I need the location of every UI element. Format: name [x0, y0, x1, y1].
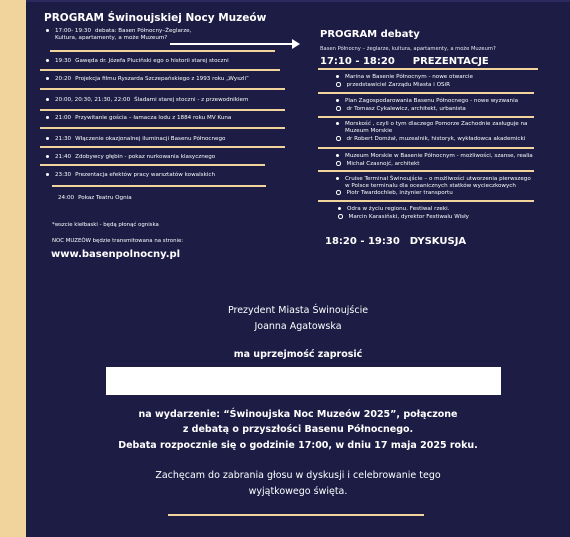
separator-line	[40, 69, 280, 71]
closing-line-1: Zachęcam do zabrania głosu w dyskusji i celebrowanie tego	[155, 470, 441, 481]
separator-line	[318, 116, 534, 118]
bullet-icon	[338, 207, 341, 210]
list-item: 21:40 Zdobywcy głębin - pokaz nurkowania klasycznego	[46, 154, 215, 161]
guest-name-box	[106, 367, 501, 395]
list-item: Morskość , czyli o tym dlaczego Pomorze Zachodnie zasługuje na	[336, 121, 527, 128]
bullet-icon	[46, 155, 49, 158]
list-item: Odra w życiu regionu. Festiwal rzeki.	[338, 206, 449, 213]
separator-line	[40, 146, 285, 148]
closing-line-2: wyjątkowego święta.	[248, 486, 348, 497]
bullet-icon	[336, 106, 341, 111]
bullet-icon	[336, 190, 341, 195]
list-item: 17:00- 19:30 debata: Basen Północny–Żeglarze,	[46, 28, 191, 35]
bullet-icon	[336, 161, 341, 166]
list-item-continued: Kultura, apartamenty, a może Muzeum?	[55, 35, 168, 41]
separator-line	[318, 170, 534, 172]
event-line-3: Debata rozpocznie się o godzinie 17:00, w dniu 17 maja 2025 roku.	[118, 440, 478, 451]
bottom-divider	[168, 514, 424, 516]
separator-line	[318, 92, 534, 94]
list-item: 24:00 Pokaz Teatru Ognia	[58, 195, 132, 201]
top-divider	[26, 0, 570, 2]
separator-line	[318, 68, 538, 70]
separator-line	[40, 109, 285, 111]
event-line-2: z debatą o przyszłości Basenu Północnego.	[182, 424, 414, 435]
list-subitem: Marcin Karasiński, dyrektor Festiwalu Wisły	[338, 214, 469, 221]
left-accent-strip	[0, 0, 26, 537]
separator-line	[40, 88, 285, 90]
program-left-title: PROGRAM Świnoujskiej Nocy Muzeów	[44, 12, 267, 24]
list-item-continued: Muzeum Morskie	[345, 128, 393, 134]
bullet-icon	[46, 98, 49, 101]
inviter-name: Joanna Agatowska	[254, 321, 342, 332]
list-item: Cruise Terminal Świnoujście – o możliwości utworzenia pierwszego	[336, 176, 531, 183]
arrow-right-icon	[170, 43, 298, 45]
invitation-phrase: ma uprzejmość zaprosić	[233, 349, 363, 360]
broadcast-note: NOC MUZEÓW będzie transmitowana na stronie:	[52, 238, 184, 244]
list-item: 20:20 Projekcja filmu Ryszarda Szczepańskiego z 1993 roku „Wyszli”	[46, 76, 249, 83]
separator-line	[50, 50, 275, 52]
list-item: 23:30 Prezentacja efektów pracy warsztatów kowalskich	[46, 172, 215, 179]
separator-line	[318, 147, 534, 149]
list-item: 21:30 Włączenie okazjonalnej iluminacji Basenu Północnego	[46, 136, 225, 143]
bullet-icon	[46, 29, 49, 32]
list-item-continued: w Polsce terminalu dla oceanicznych statków wycieczkowych	[345, 183, 516, 189]
bullet-icon	[46, 77, 49, 80]
list-item: 19:30 Gawęda dr. Józefa Pluciński ego o historii starej stoczni	[46, 58, 229, 65]
list-subitem: Michał Czasnojć, architekt	[336, 161, 419, 168]
list-subitem: dr Robert Domżał, muzealnik, historyk, wykładowca akademicki	[336, 136, 525, 143]
inviter-title: Prezydent Miasta Świnoujście	[227, 305, 369, 316]
list-item: Plan Zagospodarowania Basenu Północnego - nowe wyzwania	[336, 98, 518, 105]
list-item: 21:00 Przywitanie gościa – łamacza lodu z 1884 roku MV Kuna	[46, 115, 231, 122]
list-item: 20:00, 20:30, 21:30, 22:00 Śladami starej stoczni - z przewodnikiem	[46, 97, 248, 104]
separator-line	[52, 185, 266, 187]
bullet-icon	[46, 59, 49, 62]
list-subitem: Piotr Twardochleb, inżynier transportu	[336, 190, 453, 197]
bullet-icon	[336, 122, 339, 125]
list-subitem: przedstawiciel Zarządu Miasta i OSiR	[336, 82, 450, 89]
separator-line	[318, 200, 534, 202]
bullet-icon	[46, 116, 49, 119]
bullet-icon	[336, 154, 339, 157]
separator-line	[40, 164, 265, 166]
bullet-icon	[336, 99, 339, 102]
bullet-icon	[336, 82, 341, 87]
program-right-title: PROGRAM debaty	[320, 29, 420, 40]
separator-line	[40, 127, 285, 129]
event-line-1: na wydarzenie: “Świnoujska Noc Muzeów 2025”, połączone	[138, 409, 458, 420]
bullet-icon	[338, 214, 343, 219]
list-item: Muzeum Morskie w Basenie Północnym - możliwości, szanse, realia	[336, 153, 533, 160]
bullet-icon	[336, 75, 339, 78]
program-right-subtitle: Basen Północny – żeglarze, kultura, apartamenty, a może Muzeum?	[320, 46, 496, 52]
website-link[interactable]: www.basenpolnocny.pl	[51, 249, 181, 260]
bullet-icon	[336, 136, 341, 141]
list-item: Marina w Basenie Północnym - nowe otwarcie	[336, 74, 473, 81]
presentations-heading: 17:10 - 18:20 PREZENTACJE	[320, 56, 489, 67]
bullet-icon	[46, 137, 49, 140]
bullet-icon	[46, 173, 49, 176]
discussion-heading: 18:20 - 19:30 DYSKUSJA	[325, 236, 467, 247]
bullet-icon	[336, 177, 339, 180]
list-subitem: dr Tomasz Cykalewicz, architekt, urbanista	[336, 106, 466, 113]
footnote: *wszcie kiełbaski - będą płonąć ogniska	[52, 222, 159, 228]
